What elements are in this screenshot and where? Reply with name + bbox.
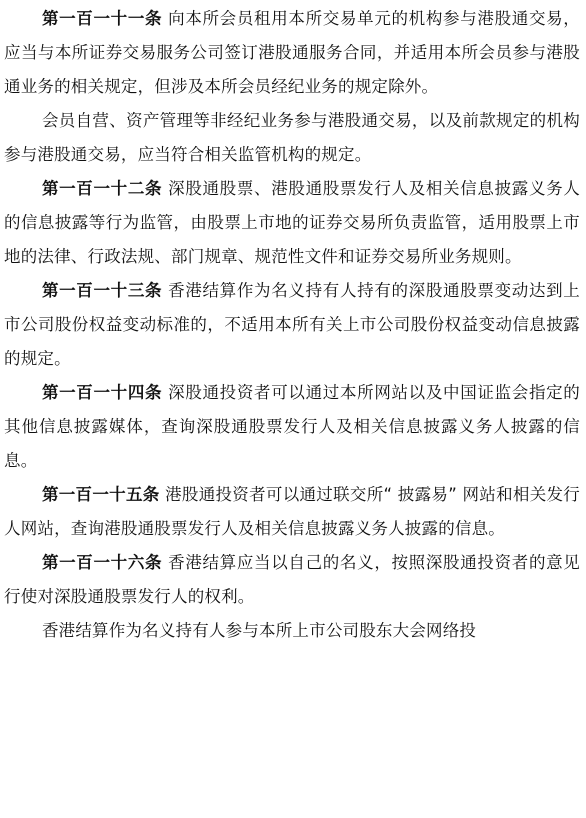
article-116-continuation-paragraph (4, 614, 580, 648)
article-text: 港股通投资者可以通过联交所“ 披露易” 网站和相关发行人网站，查询港股通股票发行人及相关信息披露义务人披露的信息。 (4, 485, 580, 538)
article-116-paragraph (4, 546, 580, 614)
article-text: 向本所会员租用本所交易单元的机构参与港股通交易，应当与本所证券交易服务公司签订港股通服务合同，并适用本所会员参与港股通业务的相关规定，但涉及本所会员经纪业务的规定除外。 (4, 9, 581, 96)
document-page (4, 2, 580, 648)
article-115-paragraph (4, 478, 580, 546)
article-111-continuation-paragraph (4, 104, 580, 172)
article-111-paragraph (4, 2, 580, 104)
article-text: 香港结算作为名义持有人持有的深股通股票变动达到上市公司股份权益变动标准的，不适用本所有关上市公司股份权益变动信息披露的规定。 (4, 281, 581, 368)
article-number: 第一百一十三条 (41, 281, 163, 300)
article-114-paragraph (4, 376, 580, 478)
paragraph-text: 会员自营、资产管理等非经纪业务参与港股通交易，以及前款规定的机构参与港股通交易，应当符合相关监管机构的规定。 (4, 111, 580, 164)
article-text: 香港结算应当以自己的名义，按照深股通投资者的意见行使对深股通股票发行人的权利。 (4, 553, 581, 606)
article-text: 深股通投资者可以通过本所网站以及中国证监会指定的其他信息披露媒体，查询深股通股票发行人及相关信息披露义务人披露的信息。 (4, 383, 581, 470)
article-number: 第一百一十六条 (41, 553, 163, 572)
article-number: 第一百一十一条 (41, 9, 163, 28)
article-113-paragraph (4, 274, 580, 376)
article-number: 第一百一十二条 (41, 179, 163, 198)
article-number: 第一百一十四条 (41, 383, 163, 402)
article-number: 第一百一十五条 (41, 485, 160, 504)
article-112-paragraph (4, 172, 580, 274)
paragraph-text: 香港结算作为名义持有人参与本所上市公司股东大会网络投 (41, 621, 477, 640)
article-text: 深股通股票、港股通股票发行人及相关信息披露义务人的信息披露等行为监管，由股票上市地的证券交易所负责监管，适用股票上市地的法律、行政法规、部门规章、规范性文件和证券交易所业务规则。 (4, 179, 581, 266)
